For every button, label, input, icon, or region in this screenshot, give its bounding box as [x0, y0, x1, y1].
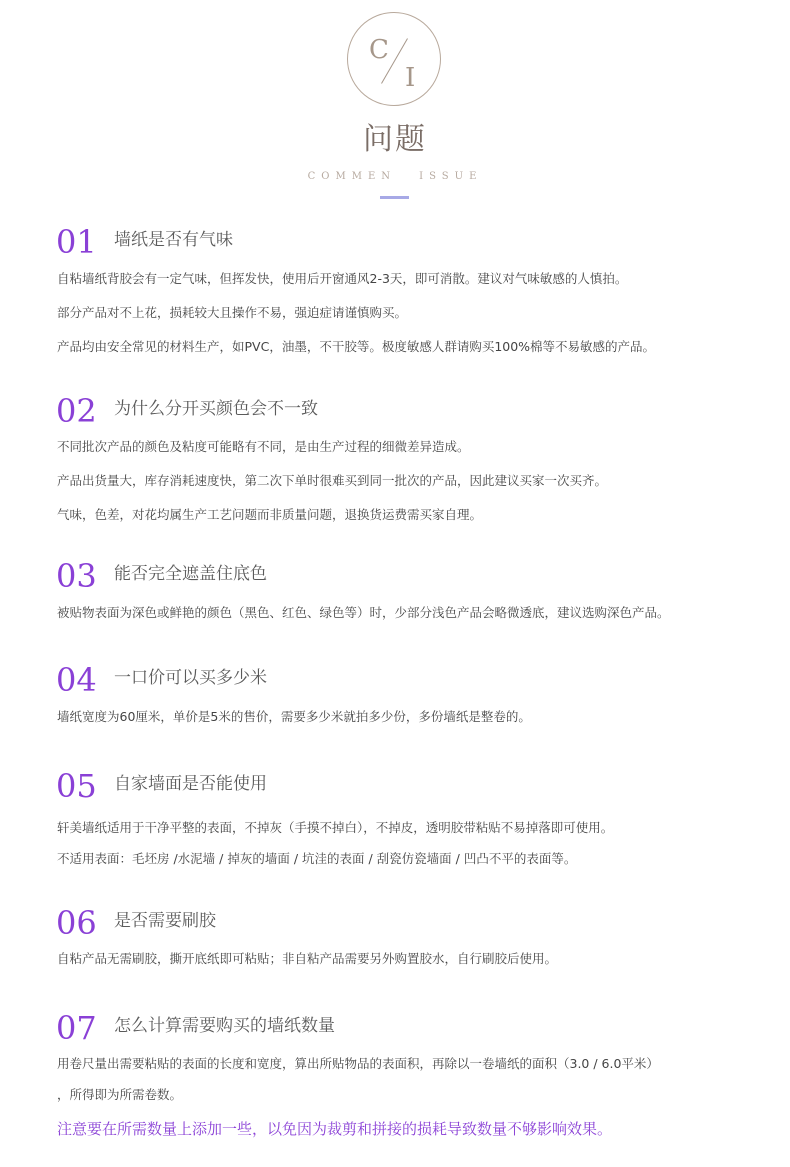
section-number: 01 [56, 223, 97, 261]
section-line: 自粘墙纸背胶会有一定气味，但挥发快，使用后开窗通风2-3天，即可消散。建议对气味敏感的人慎拍。 [57, 271, 628, 286]
section-note: 注意要在所需数量上添加一些，以免因为裁剪和拼接的损耗导致数量不够影响效果。 [57, 1120, 613, 1138]
faq-section-02 [0, 391, 790, 522]
section-number: 03 [56, 557, 97, 595]
section-line: 气味，色差，对花均属生产工艺问题而非质量问题，退换货运费需买家自理。 [57, 507, 483, 522]
section-line: 轩美墙纸适用于干净平整的表面，不掉灰（手摸不掉白），不掉皮，透明胶带粘贴不易掉落即可使用。 [57, 820, 614, 835]
faq-section-07 [0, 1008, 790, 1138]
section-line: 部分产品对不上花，损耗较大且操作不易，强迫症请谨慎购买。 [57, 305, 408, 320]
section-number: 07 [56, 1009, 97, 1047]
section-line: 不适用表面：毛坯房 /水泥墙 / 掉灰的墙面 / 坑洼的表面 / 刮瓷仿瓷墙面 / 凹凸不平的表面等。 [57, 851, 577, 866]
faq-section-04 [0, 660, 790, 724]
section-title: 怎么计算需要购买的墙纸数量 [114, 1016, 335, 1036]
faq-section-05 [0, 766, 790, 866]
section-line: 不同批次产品的颜色及粘度可能略有不同，是由生产过程的细微差异造成。 [57, 439, 470, 454]
section-number: 04 [56, 661, 97, 699]
section-title: 是否需要刷胶 [114, 911, 216, 931]
section-line: 自粘产品无需刷胶，撕开底纸即可粘贴；非自粘产品需要另外购置胶水，自行刷胶后使用。 [57, 951, 558, 966]
faq-section-03 [0, 556, 790, 620]
section-title: 能否完全遮盖住底色 [114, 564, 267, 584]
logo-letter-c: C [369, 35, 389, 65]
section-line: 墙纸宽度为60厘米，单价是5米的售价，需要多少米就拍多少份，多份墙纸是整卷的。 [57, 709, 531, 724]
section-title: 为什么分开买颜色会不一致 [114, 399, 318, 419]
ci-logo [347, 12, 441, 106]
section-title: 一口价可以买多少米 [114, 668, 267, 688]
section-title: 墙纸是否有气味 [114, 230, 233, 250]
logo-letter-i: I [405, 63, 416, 93]
section-line: 产品出货量大，库存消耗速度快，第二次下单时很难买到同一批次的产品，因此建议买家一次买齐。 [57, 473, 608, 488]
section-number: 06 [56, 904, 97, 942]
section-number: 02 [56, 392, 97, 430]
faq-section-06 [0, 903, 790, 966]
section-number: 05 [56, 767, 97, 805]
header [0, 0, 790, 210]
page-title: 问题 [363, 122, 427, 157]
faq-section-01 [0, 222, 790, 354]
section-title: 自家墙面是否能使用 [114, 774, 267, 794]
page-subtitle: COMMEN ISSUE [307, 171, 483, 182]
section-line: 产品均由安全常见的材料生产，如PVC，油墨，不干胶等。极度敏感人群请购买100%棉等不易敏感的产品。 [57, 339, 656, 354]
section-line: 被贴物表面为深色或鲜艳的颜色（黑色、红色、绿色等）时，少部分浅色产品会略微透底，建议选购深色产品。 [57, 605, 670, 620]
title-underline [380, 196, 409, 199]
section-line: ，所得即为所需卷数。 [57, 1087, 183, 1102]
section-line: 用卷尺量出需要粘贴的表面的长度和宽度，算出所贴物品的表面积，再除以一卷墙纸的面积（3.0 / 6.0平米） [57, 1056, 659, 1071]
